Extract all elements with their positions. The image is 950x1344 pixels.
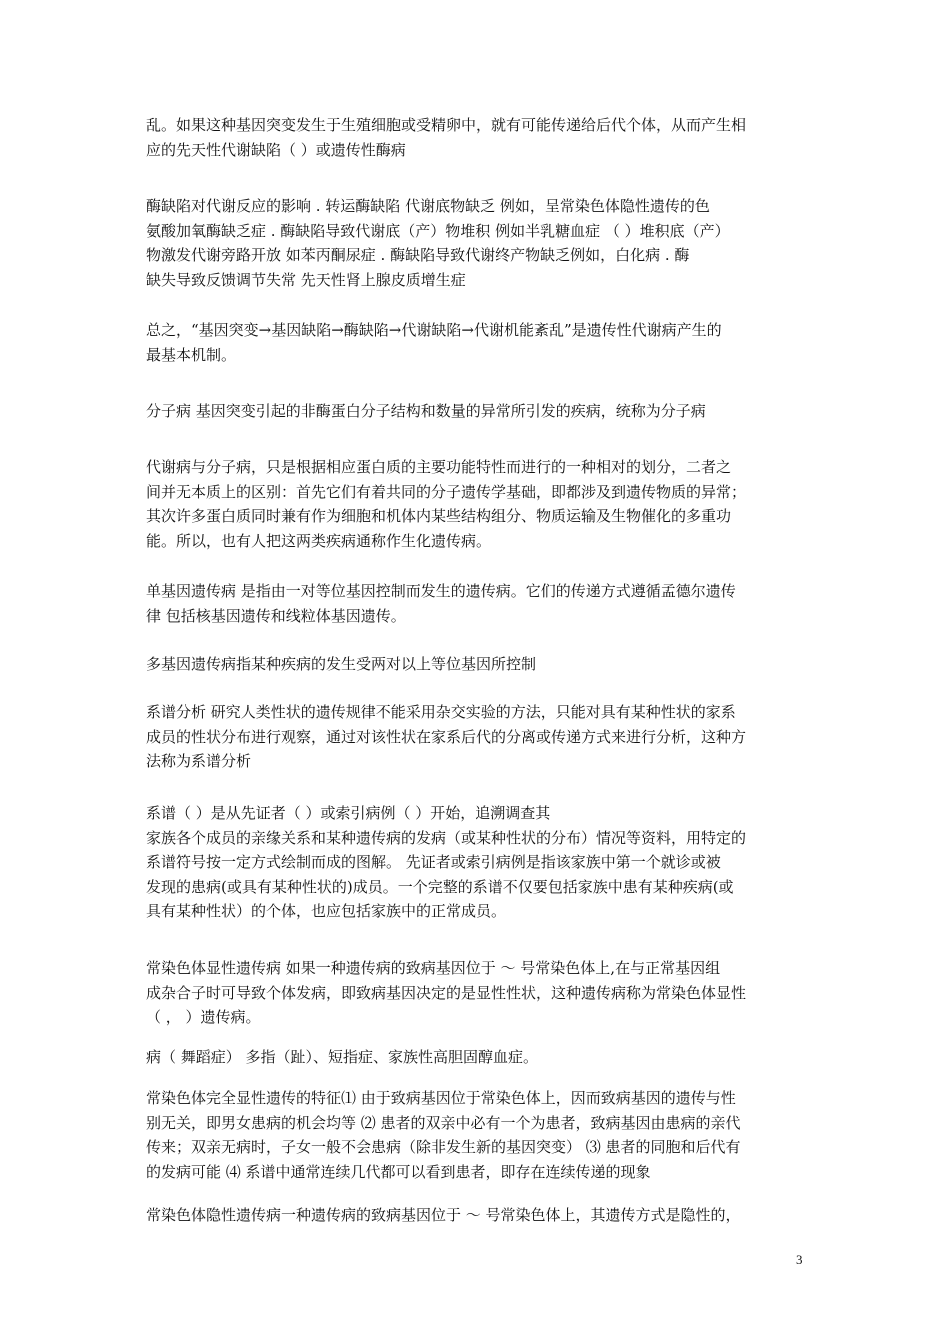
paragraph-molecular-disease: [146, 399, 826, 424]
text-line: 法称为系谱分析: [146, 752, 252, 770]
paragraph-dominant-examples: [146, 1045, 826, 1070]
paragraph-enzyme-defect-effects: [146, 194, 826, 292]
text-line: 发现的患病(或具有某种性状的)成员。一个完整的系谱不仅要包括家族中患有某种疾病(或: [146, 877, 734, 896]
text-line: 最基本机制。: [146, 345, 237, 364]
text-line: 常染色体隐性遗传病一种遗传病的致病基因位于 ～ 号常染色体上，其遗传方式是隐性的，: [146, 1206, 741, 1224]
text-line: 系谱（ ）是从先证者（ ）或索引病例（ ）开始，追溯调查其: [146, 804, 551, 822]
text-line: 能。所以，也有人把这两类疾病通称作生化遗传病。: [146, 531, 492, 550]
text-line: 律 包括核基因遗传和线粒体基因遗传。: [146, 606, 406, 625]
text-line: 间并无本质上的区别：首先它们有着共同的分子遗传学基础，即都涉及到遗传物质的异常；: [146, 482, 747, 501]
text-line: 的发病可能 ⑷ 系谱中通常连续几代都可以看到患者，即存在连续传递的现象: [146, 1162, 651, 1181]
text-line: 代谢病与分子病，只是根据相应蛋白质的主要功能特性而进行的一种相对的划分，二者之: [146, 458, 732, 476]
text-line: 系谱符号按一定方式绘制而成的图解。 先证者或索引病例是指该家族中第一个就诊或被: [146, 853, 721, 871]
text-line: 物激发代谢旁路开放 如苯丙酮尿症 . 酶缺陷导致代谢终产物缺乏例如，白化病 . 酶: [146, 246, 690, 264]
text-line: 系谱分析 研究人类性状的遗传规律不能采用杂交实验的方法，只能对具有某种性状的家系: [146, 703, 736, 721]
text-line: 别无关，即男女患病的机会均等 ⑵ 患者的双亲中必有一个为患者，致病基因由患病的亲代: [146, 1113, 741, 1132]
text-line: 应的先天性代谢缺陷（ ）或遗传性酶病: [146, 140, 406, 159]
text-line: 成员的性状分布进行观察，通过对该性状在家系后代的分离或传递方式来进行分析，这种方: [146, 727, 747, 746]
text-line: 常染色体完全显性遗传的特征⑴ 由于致病基因位于常染色体上，因而致病基因的遗传与性: [146, 1089, 736, 1107]
paragraph-pedigree-analysis: [146, 700, 826, 774]
page-number: 3: [796, 1252, 803, 1267]
paragraph-pedigree-definition: [146, 801, 826, 924]
text-line: 家族各个成员的亲缘关系和某种遗传病的发病（或某种性状的分布）情况等资料，用特定的: [146, 828, 747, 847]
text-line: 传来；双亲无病时，子女一般不会患病（除非发生新的基因突变） ⑶ 患者的同胞和后代有: [146, 1138, 741, 1156]
text-line: 单基因遗传病 是指由一对等位基因控制而发生的遗传病。它们的传递方式遵循孟德尔遗传: [146, 582, 736, 600]
paragraph-autosomal-dominant: [146, 956, 826, 1030]
text-line: 成杂合子时可导致个体发病，即致病基因决定的是显性性状，这种遗传病称为常染色体显性: [146, 983, 747, 1002]
text-line: 分子病 基因突变引起的非酶蛋白分子结构和数量的异常所引发的疾病，统称为分子病: [146, 402, 706, 420]
paragraph-summary-mechanism: [146, 318, 826, 367]
text-line: 总之，“基因突变→基因缺陷→酶缺陷→代谢缺陷→代谢机能紊乱”是遗传性代谢病产生的: [146, 321, 722, 339]
paragraph-autosomal-recessive: [146, 1203, 826, 1228]
text-line: （ ， ）遗传病。: [146, 1008, 261, 1026]
text-line: 缺失导致反馈调节失常 先天性肾上腺皮质增生症: [146, 270, 466, 289]
paragraph-inherited-enzyme-disorder: [146, 113, 826, 162]
paragraph-dominant-features: [146, 1086, 826, 1184]
text-line: 病（ 舞蹈症） 多指（趾）、短指症、家族性高胆固醇血症。: [146, 1048, 539, 1066]
text-line: 多基因遗传病指某种疾病的发生受两对以上等位基因所控制: [146, 655, 537, 673]
paragraph-metabolic-vs-molecular: [146, 455, 826, 553]
paragraph-polygenic-disease: [146, 652, 826, 677]
text-line: 常染色体显性遗传病 如果一种遗传病的致病基因位于 ～ 号常染色体上,在与正常基因组: [146, 959, 721, 977]
paragraph-monogenic-disease: [146, 579, 826, 628]
text-line: 乱。如果这种基因突变发生于生殖细胞或受精卵中，就有可能传递给后代个体，从而产生相: [146, 116, 747, 134]
text-line: 氨酸加氧酶缺乏症 . 酶缺陷导致代谢底（产）物堆积 例如半乳糖血症 （ ）堆积底（产）: [146, 221, 730, 240]
text-line: 酶缺陷对代谢反应的影响 . 转运酶缺陷 代谢底物缺乏 例如，呈常染色体隐性遗传的色: [146, 197, 710, 215]
text-line: 具有某种性状）的个体，也应包括家族中的正常成员。: [146, 902, 507, 920]
text-line: 其次许多蛋白质同时兼有作为细胞和机体内某些结构组分、物质运输及生物催化的多重功: [146, 507, 732, 525]
